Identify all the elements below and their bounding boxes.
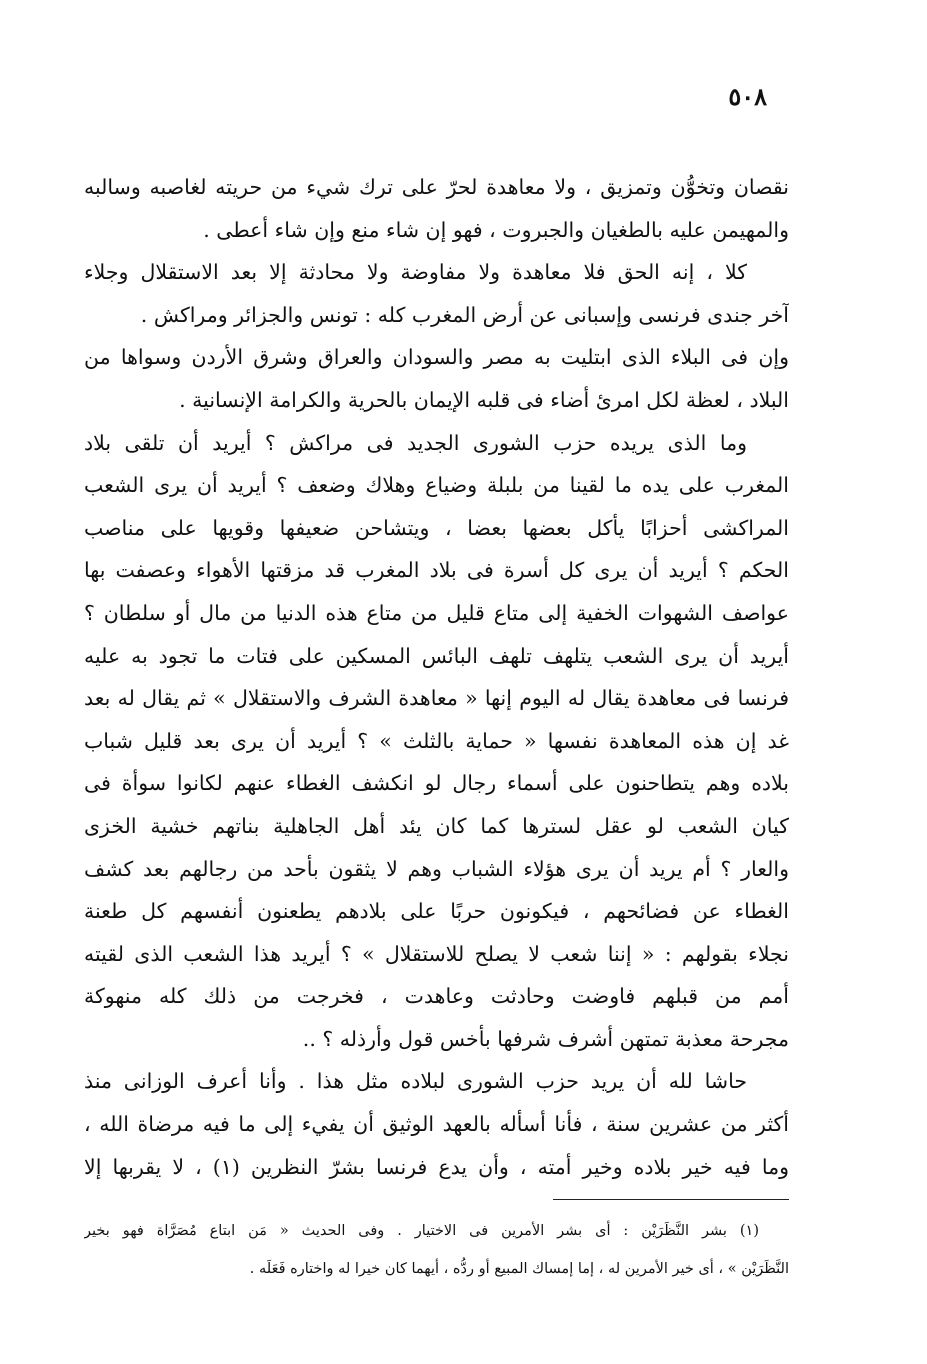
text-line: البلاد ، لعظة لكل امرئ أضاء فى قلبه الإيمان بالحرية والكرامة الإنسانية . [179, 387, 789, 412]
footnote-line: (١) بشر النَّظَرَيْن : أى بشر الأمرين فى الاختيار . وفى الحديث « مَن ابتاع مُصَرَّاة فهو بخير [84, 1223, 759, 1239]
text-line: وما الذى يريده حزب الشورى الجديد فى مراكش ؟ أيريد أن تلقى بلاد [84, 430, 747, 455]
text-line: المراكشى أحزابًا يأكل بعضها بعضا ، ويتشاحن ضعيفها وقويها على مناصب [84, 515, 789, 540]
text-line: نقصان وتخوُّن وتمزيق ، ولا معاهدة لحرّ على ترك شيء من حريته لغاصبه وسالبه [84, 175, 789, 199]
text-line: نجلاء بقولهم : « إننا شعب لا يصلح للاستقلال » ؟ أيريد هذا الشعب الذى لقيته [84, 941, 789, 966]
text-line: كيان الشعب لو عقل لسترها كما كان يئد أهل الجاهلية بناتهم خشية الخزى [84, 813, 789, 838]
text-line: فرنسا فى معاهدة يقال له اليوم إنها « معاهدة الشرف والاستقلال » ثم يقال له بعد [84, 686, 789, 711]
text-line: أكثر من عشرين سنة ، فأنا أسأله بالعهد الوثيق أن يفيء إلى ما فيه مرضاة الله ، [84, 1112, 789, 1137]
text-line: الغطاء عن فضائحهم ، فيكونون حربًا على بلادهم يطعنون أنفسهم كل طعنة [84, 899, 789, 924]
text-line: غد إن هذه المعاهدة نفسها « حماية بالثلث » ؟ أيريد أن يرى بعد قليل شباب [84, 728, 789, 753]
text-line: عواصف الشهوات الخفية إلى متاع قليل من متاع هذه الدنيا من مال أو سلطان ؟ [84, 600, 789, 625]
text-line: كلا ، إنه الحق فلا معاهدة ولا مفاوضة ولا محادثة إلا بعد الاستقلال وجلاء [84, 260, 747, 285]
text-line: الحكم ؟ أيريد أن يرى كل أسرة فى بلاد المغرب قد مزقتها الأهواء وعصفت بها [84, 558, 789, 583]
text-line: مجرحة معذبة تمتهن أشرف شرفها بأخس قول وأرذله ؟ .. [302, 1026, 789, 1051]
footnotes [84, 1212, 789, 1288]
text-line: وما فيه خير بلاده وخير أمته ، وأن يدع فرنسا بشرّ النظرين (١) ، لا يقربها إلا [84, 1154, 789, 1179]
text-line: والمهيمن عليه بالطغيان والجبروت ، فهو إن شاء منع وإن شاء أعطى . [203, 217, 789, 242]
text-line: آخر جندى فرنسى وإسبانى عن أرض المغرب كله : تونس والجزائر ومراكش . [140, 302, 789, 327]
body-text [84, 166, 789, 1188]
text-line: والعار ؟ أم يريد أن يرى هؤلاء الشباب وهم لا يثقون بأحد من رجالهم بعد كشف [84, 856, 789, 881]
page-number: ٥٠٨ [728, 82, 767, 111]
text-line: المغرب على يده ما لقينا من بلبلة وضياع وهلاك وضعف ؟ أيريد أن يرى الشعب [84, 473, 789, 498]
text-line: أمم من قبلهم فاوضت وحادثت وعاهدت ، فخرجت من ذلك كله منهوكة [84, 984, 789, 1009]
text-line: بلاده وهم يتطاحنون على أسماء رجال لو انكشف الغطاء عنهم لكانوا سوأة فى [84, 771, 789, 796]
text-line: حاشا لله أن يريد حزب الشورى لبلاده مثل هذا . وأنا أعرف الوزانى منذ [84, 1069, 747, 1094]
text-line: وإن فى البلاء الذى ابتليت به مصر والسودان والعراق وشرق الأردن وسواها من [84, 345, 789, 370]
footnote-line: النَّظَرَيْن » ، أى خير الأمرين له ، إما إمساك المبيع أو ردُّه ، أيهما كان خيرا له واختاره فَعَلَه . [249, 1261, 789, 1277]
text-line: أيريد أن يرى الشعب يتلهف تلهف البائس المسكين على فتات ما تجود به عليه [84, 643, 789, 668]
footnote-divider [553, 1199, 789, 1200]
